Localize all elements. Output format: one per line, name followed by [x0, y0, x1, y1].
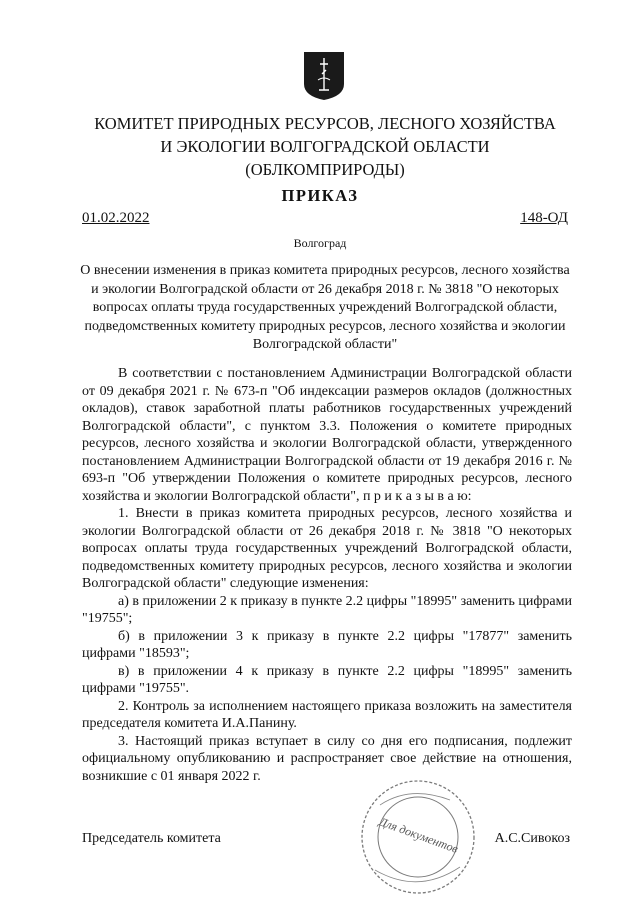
signature-position: Председатель комитета	[82, 831, 221, 846]
organization-header	[60, 112, 590, 181]
organization-line-2: И ЭКОЛОГИИ ВОЛГОГРАДСКОЙ ОБЛАСТИ	[160, 137, 490, 156]
coat-of-arms-icon	[302, 50, 346, 102]
paragraph-item-2: 2. Контроль за исполнением настоящего приказа возложить на заместителя председателя комитета И.А.Панину.	[82, 698, 572, 731]
paragraph-item-3: 3. Настоящий приказ вступает в силу со дня его подписания, подлежит официальному опубликованию и распространяет свое действие на отношения, возникшие с 01 января 2022 г.	[82, 733, 572, 784]
document-date: 01.02.2022	[82, 210, 150, 226]
organization-line-3: (ОБЛКОМПРИРОДЫ)	[245, 160, 405, 179]
paragraph-item-1a: а) в приложении 2 к приказу в пункте 2.2 цифры "18995" заменить цифрами "19755";	[82, 593, 572, 626]
document-number: 148-ОД	[520, 210, 568, 226]
paragraph-preamble: В соответствии с постановлением Администрации Волгоградской области от 09 декабря 2021 г. № 673-п "Об индексации размеров окладов (должностных окладов), ставок заработной платы работников государственных учреждений Волгоградской области", с пунктом 3.3. Положения о комитете природных ресурсов, лесного хозяйства и экологии Волгоградской области, утвержденного постановлением Администрации Волгоградской области от 19 декабря 2016 г. № 693-п "Об утверждении Положения о комитете природных ресурсов, лесного хозяйства и экологии Волгоградской области", п р и к а з ы в а ю:	[82, 366, 572, 504]
document-subject: О внесении изменения в приказ комитета природных ресурсов, лесного хозяйства и экологии Волгоградской области от 26 декабря 2018 г. № 3818 "О некоторых вопросах оплаты труда государственных учреждений Волгоградской области, подведомственных комитету природных ресурсов, лесного хозяйства и экологии Волгоградской области"	[80, 263, 570, 352]
stamp-text: Для документов	[377, 814, 461, 856]
paragraph-item-1c: в) в приложении 4 к приказу в пункте 2.2 цифры "18995" заменить цифрами "19755".	[82, 663, 572, 696]
paragraph-item-1b: б) в приложении 3 к приказу в пункте 2.2 цифры "17877" заменить цифрами "18593";	[82, 628, 572, 661]
organization-line-1: КОМИТЕТ ПРИРОДНЫХ РЕСУРСОВ, ЛЕСНОГО ХОЗЯЙСТВА	[94, 114, 556, 133]
signature-name: А.С.Сивокоз	[494, 831, 570, 846]
stamp-icon	[350, 775, 485, 900]
document-title: ПРИКАЗ	[281, 186, 359, 205]
document-body	[82, 365, 572, 785]
paragraph-item-1: 1. Внести в приказ комитета природных ресурсов, лесного хозяйства и экологии Волгоградской области от 26 декабря 2018 г. № 3818 "О некоторых вопросах оплаты труда государственных учреждений Волгоградской области, подведомственных комитету природных ресурсов, лесного хозяйства и экологии Волгоградской области" следующие изменения:	[82, 506, 572, 591]
document-city: Волгоград	[293, 236, 347, 250]
